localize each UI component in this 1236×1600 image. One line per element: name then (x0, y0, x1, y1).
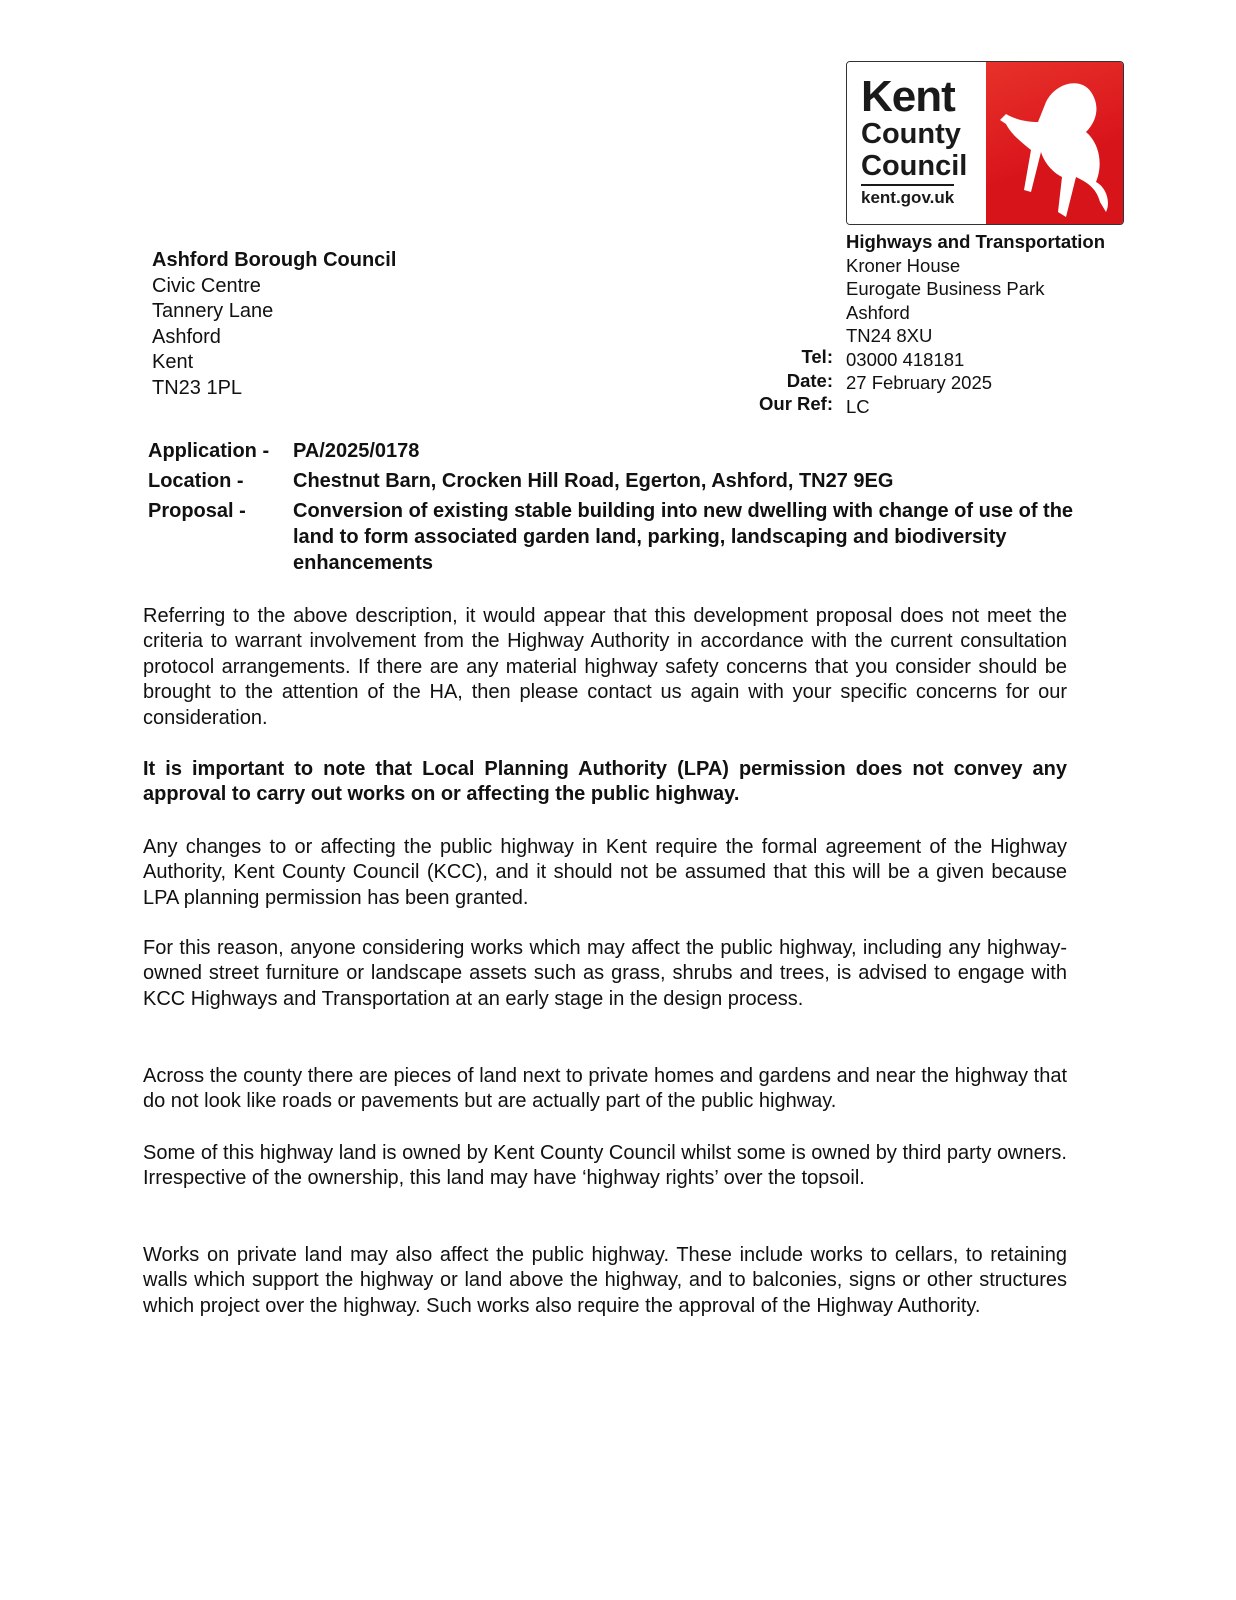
proposal-row (148, 498, 1083, 576)
recipient-line: TN23 1PL (152, 376, 243, 399)
application-row (148, 438, 1083, 464)
location-row (148, 468, 1083, 494)
sender-line: Kroner House (846, 254, 961, 276)
ref-value: LC (846, 395, 870, 417)
recipient-name: Ashford Borough Council (152, 249, 397, 271)
application-value: PA/2025/0178 (293, 440, 420, 462)
sender-line: Eurogate Business Park (846, 278, 1045, 299)
recipient-line: Tannery Lane (152, 300, 274, 323)
paragraph: Works on private land may also affect the public highway. These include works to cellars, to retaining walls which support the highway or land above the highway, and to balconies, signs or other structures which project over the highway. Such works also require the approval of the Highway Authority. (143, 1244, 1067, 1317)
sender-line: Ashford (846, 301, 910, 323)
ref-label: Our Ref: (759, 393, 833, 414)
logo-county: County (861, 118, 961, 150)
white-horse-icon (986, 62, 1123, 224)
paragraph: Any changes to or affecting the public highway in Kent require the formal agreement of the Highway Authority, Kent County Council (KCC), and it should not be assumed that this will be a given because LPA planning permission has been granted. (143, 836, 1067, 909)
recipient-address (152, 248, 396, 402)
date-value: 27 February 2025 (846, 372, 993, 393)
sender-department: Highways and Transportation (846, 231, 1106, 252)
proposal-label: Proposal - (148, 500, 246, 522)
tel-value: 03000 418181 (846, 348, 965, 370)
paragraph: Referring to the above description, it would appear that this development proposal does not meet the criteria to warrant involvement from the Highway Authority in accordance with the current consultation protocol arrangements. If there are any material highway safety concerns that you consider should be brought to the attention of the HA, then please contact us again with your specific concerns for our consideration. (143, 605, 1067, 729)
logo-url: kent.gov.uk (861, 184, 954, 208)
sender-address (846, 230, 1105, 418)
date-label: Date: (786, 369, 833, 391)
logo-council: Council (861, 150, 968, 182)
kcc-logo (846, 61, 1124, 225)
meta-labels (700, 345, 833, 416)
recipient-line: Ashford (152, 325, 221, 348)
paragraph: For this reason, anyone considering works which may affect the public highway, including any highway-owned street furniture or landscape assets such as grass, shrubs and trees, is advised to engage with KCC Highways and Transportation at an early stage in the design process. (143, 937, 1067, 1010)
important-notice: It is important to note that Local Planning Authority (LPA) permission does not convey any approval to carry out works on or affecting the public highway. (143, 758, 1067, 806)
application-details (148, 438, 1083, 580)
sender-line: TN24 8XU (846, 325, 933, 346)
recipient-line: Kent (152, 351, 194, 374)
application-label: Application - (148, 440, 270, 462)
location-value: Chestnut Barn, Crocken Hill Road, Egerton, Ashford, TN27 9EG (293, 470, 894, 492)
location-label: Location - (148, 470, 244, 492)
recipient-line: Civic Centre (152, 274, 261, 297)
paragraph: Across the county there are pieces of land next to private homes and gardens and near the highway that do not look like roads or pavements but are actually part of the public highway. (143, 1065, 1067, 1113)
logo-kent: Kent (861, 72, 955, 121)
tel-label: Tel: (801, 346, 833, 367)
proposal-value: Conversion of existing stable building into new dwelling with change of use of the land to form associated garden land, parking, landscaping and biodiversity enhancements (293, 500, 1074, 574)
paragraph: Some of this highway land is owned by Kent County Council whilst some is owned by third party owners. Irrespective of the ownership, this land may have ‘highway rights’ over the topsoil. (143, 1142, 1067, 1190)
